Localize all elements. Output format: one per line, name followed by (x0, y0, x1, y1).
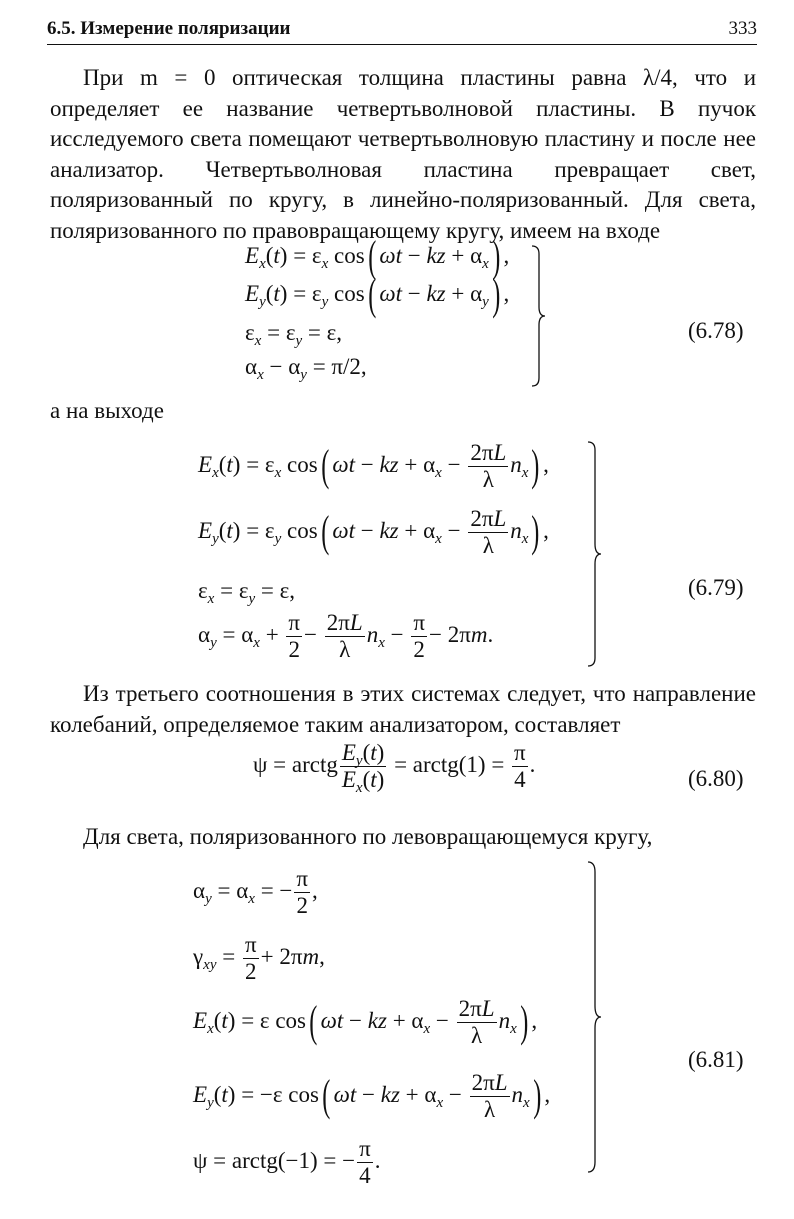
running-header (47, 14, 757, 45)
equation-number-6-79: (6.79) (688, 575, 744, 600)
eq-6-78-line-1: $E_x(t) = \varepsilon_x$ cos( ωt − kz + $\alpha_x$) , (245, 232, 510, 281)
eq-6-78-line-4: $\alpha_x - \alpha_y = \pi/2$, (245, 354, 367, 383)
equation-6-81 (193, 866, 603, 1196)
equation-number-6-78: (6.78) (688, 318, 744, 343)
eq-6-79-line-2: $E_y(t) = \varepsilon_y$ cos( ωt − kz + $\alpha_x$ − $\frac{2\pi L}{\lambda}$ $n_x$) , (198, 506, 549, 558)
paragraph-intro: При m = 0 оптическая толщина пластины равна λ/4, что и определяет ее название четвертьволновой пластины. В пучок исследуемого света помещают четвертьволновую пластину и после нее анализатор. Четвертьволновая пластина превращает свет, поляризованный по кругу, в линейно-поляризованный. Для света, поляризованного по правовращающему кругу, имеем на входе (50, 65, 756, 243)
paragraph-direction: Из третьего соотношения в этих системах следует, что направление колебаний, определяемое таким анализатором, составляет (50, 681, 756, 737)
paragraph-left-circular: Для света, поляризованного по левовращающемуся кругу, (83, 824, 653, 849)
section-title: 6.5. Измерение поляризации (47, 18, 291, 39)
eq-6-79-line-4: $\alpha_y = \alpha_x$ + $\frac{\pi}{2}$ − $\frac{2\pi L}{\lambda}$ $n_x$ − $\frac{\pi}{2}$ − 2πm. (198, 610, 494, 662)
eq-6-80-line: ψ = arctg $\frac{E_y(t)}{E_x(t)}$ = arctg(1) = $\frac{\pi}{4}$ . (253, 740, 536, 796)
equation-6-80 (253, 740, 583, 820)
eq-6-81-line-4: $E_y(t) = -\varepsilon$ cos( ωt − kz + $\alpha_x$ − $\frac{2\pi L}{\lambda}$ $n_x$) , (193, 1070, 551, 1122)
eq-6-79-line-3: $\varepsilon_x = \varepsilon_y = \varepsilon$, (198, 578, 296, 607)
equation-6-78 (245, 232, 545, 392)
eq-6-81-line-1: $\alpha_y = \alpha_x$ = − $\frac{\pi}{2}$ , (193, 866, 318, 918)
eq-6-81-line-3: $E_x(t) = \varepsilon$ cos( ωt − kz + $\alpha_x$ − $\frac{2\pi L}{\lambda}$ $n_x$) , (193, 996, 538, 1048)
text-output: а на выходе (50, 398, 164, 423)
equation-number-6-80: (6.80) (688, 766, 744, 791)
brace-6-79 (586, 440, 606, 668)
eq-6-78-line-2: $E_y(t) = \varepsilon_y$ cos( ωt − kz + $\alpha_y$) , (245, 270, 510, 319)
equation-number-6-81: (6.81) (688, 1047, 744, 1072)
eq-6-81-line-2: $\gamma_{xy}$ = $\frac{\pi}{2}$ + 2πm, (193, 932, 325, 984)
brace-6-78 (530, 244, 550, 388)
equation-6-79 (198, 440, 598, 680)
eq-6-79-line-1: $E_x(t) = \varepsilon_x$ cos( ωt − kz + $\alpha_x$ − $\frac{2\pi L}{\lambda}$ $n_x$) , (198, 440, 549, 492)
page-number: 333 (728, 18, 757, 39)
eq-6-78-line-3: $\varepsilon_x = \varepsilon_y = \varepsilon$, (245, 320, 343, 349)
eq-6-81-line-5: ψ = arctg(−1) = − $\frac{\pi}{4}$ . (193, 1136, 381, 1188)
brace-6-81 (586, 860, 606, 1174)
